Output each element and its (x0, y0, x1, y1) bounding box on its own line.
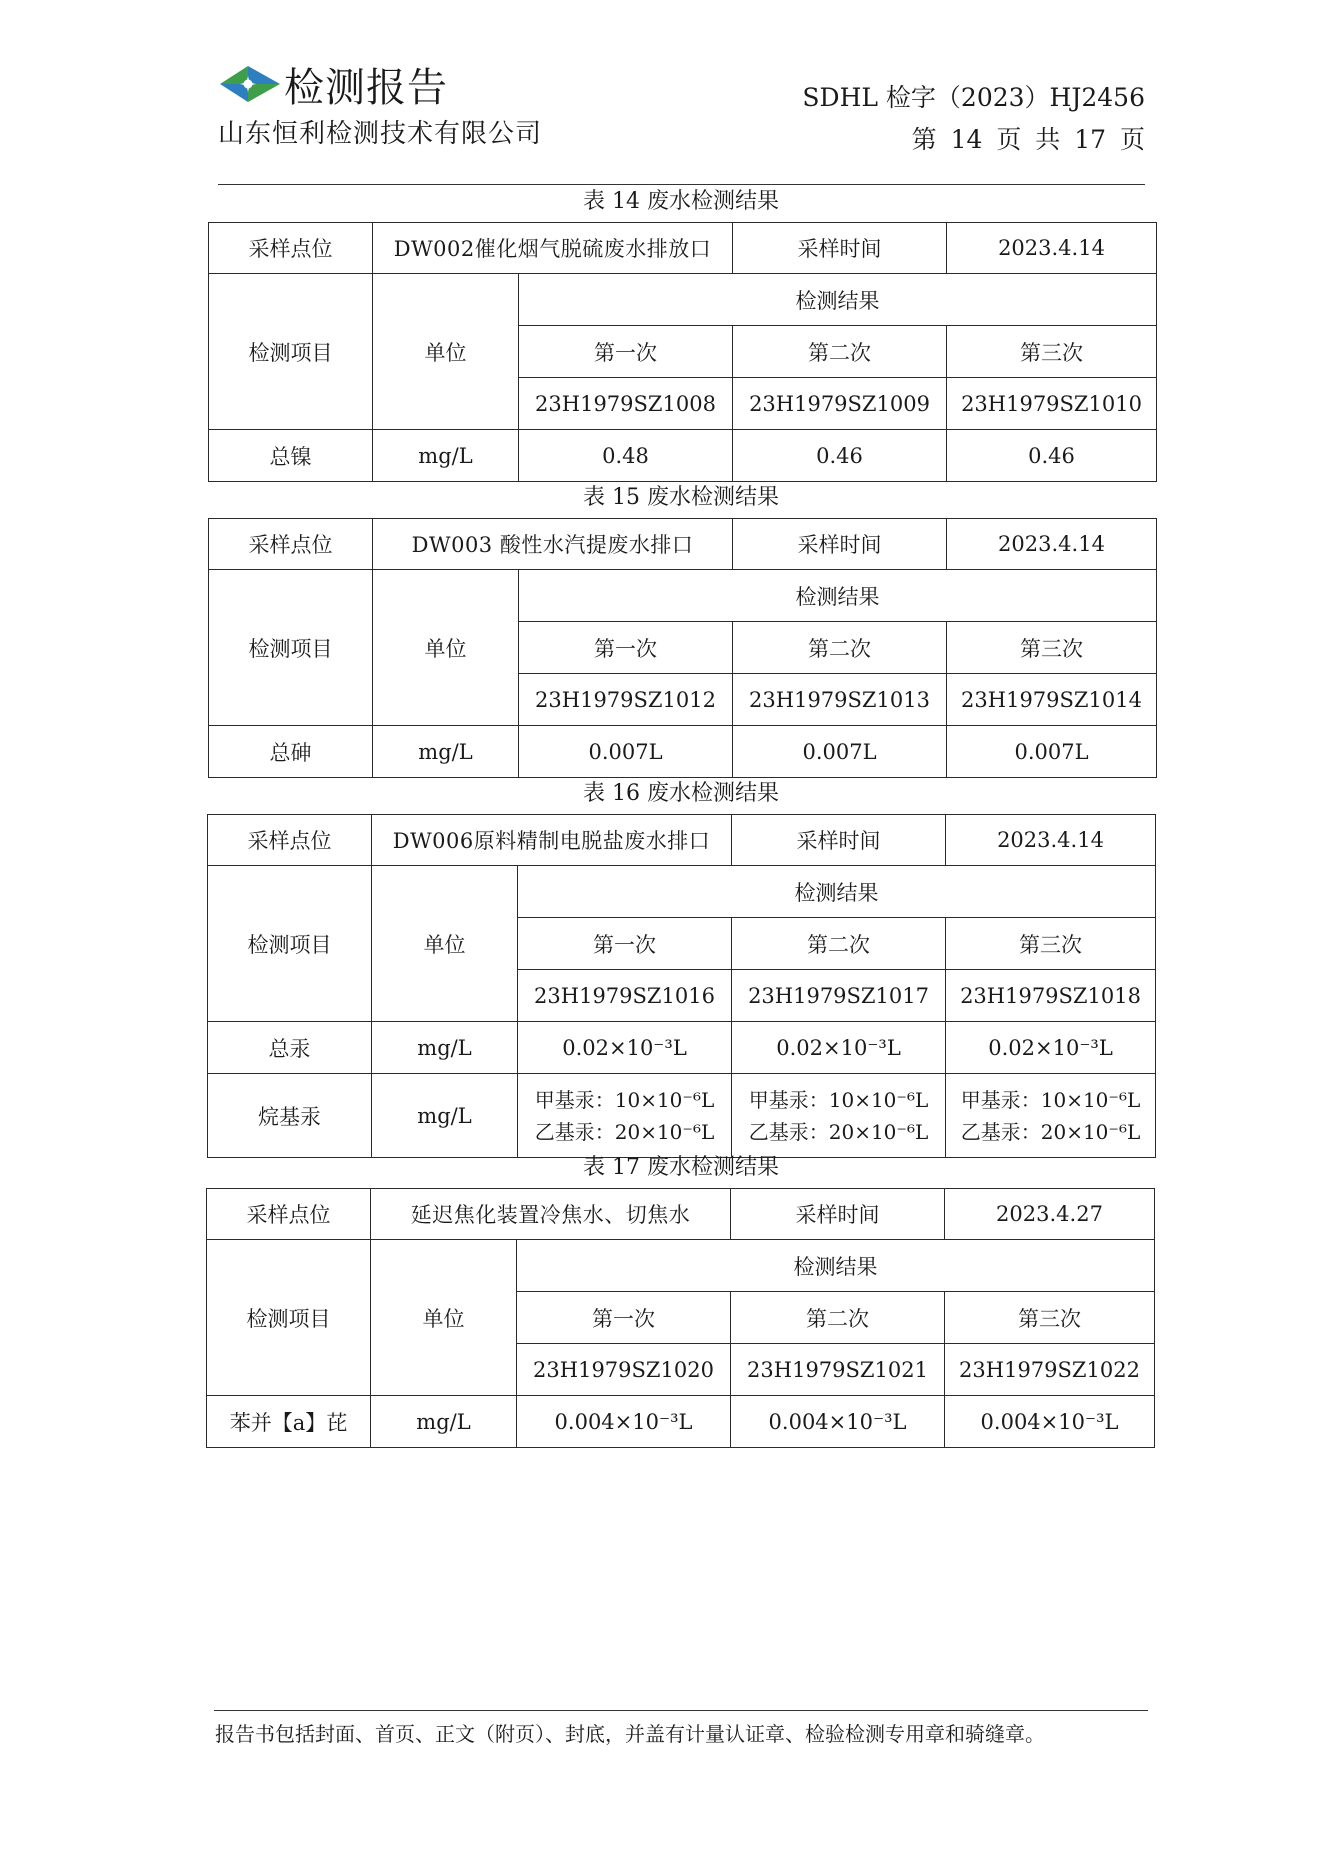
result-value: 0.46 (947, 430, 1157, 482)
sample-id: 23H1979SZ1016 (518, 970, 732, 1022)
result-value: 0.007L (733, 726, 947, 778)
time-label: 采样时间 (731, 1189, 945, 1240)
sample-id: 23H1979SZ1010 (947, 378, 1157, 430)
result-value: 0.02×10⁻³L (946, 1022, 1156, 1074)
site-label: 采样点位 (208, 815, 372, 866)
item-label: 检测项目 (208, 866, 372, 1022)
result-label: 检测结果 (519, 274, 1157, 326)
table-14 (208, 222, 1157, 482)
time-value: 2023.4.14 (947, 519, 1157, 570)
unit-label: 单位 (373, 274, 519, 430)
document-type-title: 检测报告 (284, 65, 448, 111)
footer-divider (214, 1710, 1148, 1711)
run-1-label: 第一次 (519, 622, 733, 674)
run-2-label: 第二次 (733, 326, 947, 378)
sample-id: 23H1979SZ1020 (517, 1344, 731, 1396)
run-3-label: 第三次 (947, 622, 1157, 674)
table-row (209, 430, 1157, 482)
result-value: 0.46 (733, 430, 947, 482)
run-2-label: 第二次 (732, 918, 946, 970)
table-15 (208, 518, 1157, 778)
site-label: 采样点位 (207, 1189, 371, 1240)
sample-id: 23H1979SZ1013 (733, 674, 947, 726)
result-label: 检测结果 (519, 570, 1157, 622)
item-unit: mg/L (373, 430, 519, 482)
table-row (207, 1396, 1155, 1448)
time-label: 采样时间 (733, 519, 947, 570)
item-label: 检测项目 (209, 274, 373, 430)
item-name: 总镍 (209, 430, 373, 482)
result-value: 0.02×10⁻³L (518, 1022, 732, 1074)
result-value: 0.48 (519, 430, 733, 482)
sample-id: 23H1979SZ1012 (519, 674, 733, 726)
item-name: 总砷 (209, 726, 373, 778)
result-value: 0.007L (947, 726, 1157, 778)
site-value: DW006原料精制电脱盐废水排口 (372, 815, 732, 866)
unit-label: 单位 (372, 866, 518, 1022)
run-2-label: 第二次 (731, 1292, 945, 1344)
item-name: 总汞 (208, 1022, 372, 1074)
time-value: 2023.4.14 (947, 223, 1157, 274)
result-value-pair (732, 1074, 946, 1158)
result-value: 0.004×10⁻³L (945, 1396, 1155, 1448)
sample-id: 23H1979SZ1008 (519, 378, 733, 430)
table-17-caption: 表 17 废水检测结果 (583, 1155, 779, 1180)
methylmercury-value: 甲基汞：10×10⁻⁶L (748, 1087, 929, 1112)
company-logo-icon (218, 62, 282, 106)
sample-id: 23H1979SZ1009 (733, 378, 947, 430)
item-label: 检测项目 (207, 1240, 371, 1396)
time-value: 2023.4.27 (945, 1189, 1155, 1240)
time-value: 2023.4.14 (946, 815, 1156, 866)
page-indicator: 第 14 页 共 17 页 (911, 125, 1145, 154)
result-label: 检测结果 (517, 1240, 1155, 1292)
unit-label: 单位 (371, 1240, 517, 1396)
run-1-label: 第一次 (518, 918, 732, 970)
item-unit: mg/L (372, 1022, 518, 1074)
site-value: 延迟焦化装置冷焦水、切焦水 (371, 1189, 731, 1240)
ethylmercury-value: 乙基汞：20×10⁻⁶L (748, 1119, 929, 1144)
time-label: 采样时间 (732, 815, 946, 866)
table-17 (206, 1188, 1155, 1448)
result-value-pair (518, 1074, 732, 1158)
result-value: 0.004×10⁻³L (517, 1396, 731, 1448)
table-14-caption: 表 14 废水检测结果 (583, 189, 779, 214)
site-label: 采样点位 (209, 519, 373, 570)
result-label: 检测结果 (518, 866, 1156, 918)
sample-id: 23H1979SZ1017 (732, 970, 946, 1022)
footer-note: 报告书包括封面、首页、正文（附页）、封底，并盖有计量认证章、检验检测专用章和骑缝章。 (215, 1722, 1045, 1746)
item-unit: mg/L (373, 726, 519, 778)
result-value: 0.02×10⁻³L (732, 1022, 946, 1074)
run-3-label: 第三次 (946, 918, 1156, 970)
result-value: 0.004×10⁻³L (731, 1396, 945, 1448)
report-number: SDHL 检字（2023）HJ2456 (802, 83, 1145, 112)
site-value: DW002催化烟气脱硫废水排放口 (373, 223, 733, 274)
run-2-label: 第二次 (733, 622, 947, 674)
item-name: 苯并【a】芘 (207, 1396, 371, 1448)
table-row (208, 1074, 1156, 1158)
company-name: 山东恒利检测技术有限公司 (218, 119, 543, 149)
time-label: 采样时间 (733, 223, 947, 274)
header-divider (218, 184, 1145, 185)
run-1-label: 第一次 (517, 1292, 731, 1344)
table-15-caption: 表 15 废水检测结果 (583, 485, 779, 510)
site-value: DW003 酸性水汽提废水排口 (373, 519, 733, 570)
run-3-label: 第三次 (945, 1292, 1155, 1344)
table-16 (207, 814, 1156, 1158)
site-label: 采样点位 (209, 223, 373, 274)
item-unit: mg/L (371, 1396, 517, 1448)
table-row (208, 1022, 1156, 1074)
sample-id: 23H1979SZ1022 (945, 1344, 1155, 1396)
sample-id: 23H1979SZ1021 (731, 1344, 945, 1396)
item-label: 检测项目 (209, 570, 373, 726)
unit-label: 单位 (373, 570, 519, 726)
run-3-label: 第三次 (947, 326, 1157, 378)
table-row (209, 726, 1157, 778)
item-unit: mg/L (372, 1074, 518, 1158)
ethylmercury-value: 乙基汞：20×10⁻⁶L (960, 1119, 1141, 1144)
sample-id: 23H1979SZ1018 (946, 970, 1156, 1022)
ethylmercury-value: 乙基汞：20×10⁻⁶L (534, 1119, 715, 1144)
result-value-pair (946, 1074, 1156, 1158)
sample-id: 23H1979SZ1014 (947, 674, 1157, 726)
result-value: 0.007L (519, 726, 733, 778)
item-name: 烷基汞 (208, 1074, 372, 1158)
methylmercury-value: 甲基汞：10×10⁻⁶L (960, 1087, 1141, 1112)
table-16-caption: 表 16 废水检测结果 (583, 781, 779, 806)
run-1-label: 第一次 (519, 326, 733, 378)
methylmercury-value: 甲基汞：10×10⁻⁶L (534, 1087, 715, 1112)
